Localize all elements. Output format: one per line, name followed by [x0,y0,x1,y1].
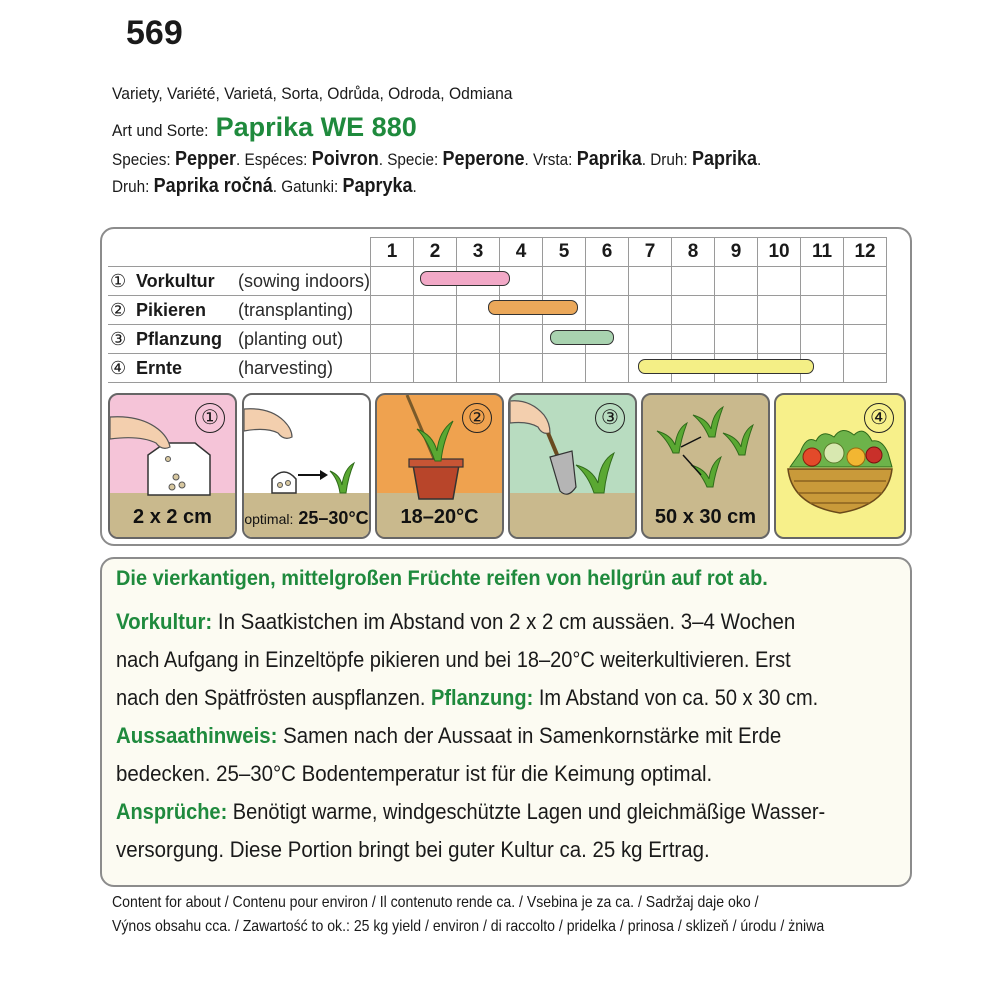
keyword-aussaathinweis: Aussaathinweis: [116,723,278,748]
row-label: Pflanzung [136,328,222,349]
step-3-badge: ③ [595,403,625,433]
month-1: 1 [371,238,414,267]
species-label: Gatunki: [281,177,339,196]
temperature-caption: 18–20°C [400,506,479,528]
instruction-line: bedecken. 25–30°C Bodentemperatur ist für die Keimung optimal. [116,761,713,786]
row-translation: (sowing indoors) [238,270,371,291]
yield-footer-line-1: Content for about / Contenu pour environ / Il contenuto rende ca. / Vsebina je za ca. / Sadržaj daje oko / [112,894,759,911]
row-translation: (planting out) [238,328,344,349]
species-value: Poivron [311,148,379,170]
month-6: 6 [586,238,629,267]
step-1-badge: ① [195,403,225,433]
species-line-2: Druh: Paprika ročná. Gatunki: Papryka. [112,175,417,197]
species-value: Peperone [442,148,525,170]
month-9: 9 [715,238,758,267]
sowing-calendar-panel [100,227,912,546]
cultivation-instructions-panel [100,557,912,887]
species-line-1: Species: Pepper. Espéces: Poivron. Specie: Peperone. Vrsta: Paprika. Druh: Paprika. [112,148,762,170]
variety-name: Paprika WE 880 [215,112,417,142]
species-value: Paprika [576,148,642,170]
row-translation: (transplanting) [238,299,354,320]
species-label: Druh: [112,177,150,196]
species-value: Pepper [174,148,236,170]
month-8: 8 [672,238,715,267]
spacing-caption: 2 x 2 cm [133,506,212,528]
species-value: Papryka [342,175,413,197]
bar-ernte [638,359,814,374]
species-label: Espéces: [244,150,308,169]
row-label: Pikieren [136,299,207,320]
packet-number: 569 [126,14,183,52]
yield-footer-line-2: Výnos obsahu cca. / Zawartość to ok.: 25 kg yield / environ / di raccolto / pridelka / prinosa / sklizeň / úrodu / żniwa [112,918,825,935]
step-number: ② [110,299,127,320]
species-label: Specie: [387,150,439,169]
month-3: 3 [457,238,500,267]
keyword-ansprueche: Ansprüche: [116,799,228,824]
bar-pikieren [488,300,578,315]
step-number: ④ [110,357,127,378]
month-2: 2 [414,238,457,267]
month-11: 11 [801,238,844,267]
row-label: Ernte [136,357,183,378]
bar-pflanzung [550,330,614,345]
species-label: Druh: [650,150,688,169]
instruction-line: Aussaathinweis: Samen nach der Aussaat in Samenkornstärke mit Erde [116,723,782,748]
month-7: 7 [629,238,672,267]
row-translation: (harvesting) [238,357,334,378]
temperature-caption [244,508,369,529]
art-label: Art und Sorte: [112,121,209,140]
bar-vorkultur [420,271,510,286]
month-10: 10 [758,238,801,267]
temperature-value: 25–30°C [298,508,369,528]
spacing-caption: 50 x 30 cm [654,506,757,528]
step-4-badge: ④ [864,403,894,433]
variety-title [112,112,417,143]
instruction-line: Vorkultur: In Saatkistchen im Abstand von 2 x 2 cm aussäen. 3–4 Wochen [116,609,796,634]
species-value: Paprika [691,148,757,170]
instruction-line: versorgung. Diese Portion bringt bei guter Kultur ca. 25 kg Ertrag. [116,837,710,862]
step-number: ③ [110,328,127,349]
pictogram-spacing [641,393,770,539]
pictogram-sowing [108,393,237,539]
fruit-description: Die vierkantigen, mittelgroßen Früchte reifen von hellgrün auf rot ab. [116,567,768,590]
pictogram-planting-out [508,393,637,539]
instructions-text [116,603,896,869]
instruction-line: nach Aufgang in Einzeltöpfe pikieren und bei 18–20°C weiterkultivieren. Erst [116,647,791,672]
species-label: Vrsta: [533,150,573,169]
row-label: Vorkultur [136,270,215,291]
month-12: 12 [844,238,887,267]
step-2-badge: ② [462,403,492,433]
pictogram-transplanting [375,393,504,539]
variety-languages: Variety, Variété, Varietá, Sorta, Odrůda, Odroda, Odmiana [112,84,513,103]
month-4: 4 [500,238,543,267]
keyword-pflanzung: Pflanzung: [430,685,534,710]
pictogram-germination [242,393,371,539]
calendar-header-row [108,238,887,267]
keyword-vorkultur: Vorkultur: [116,609,213,634]
species-value: Paprika ročná [153,175,273,197]
pictogram-harvest [774,393,906,539]
month-5: 5 [543,238,586,267]
instruction-line: Ansprüche: Benötigt warme, windgeschützte Lagen und gleichmäßige Wasser- [116,799,826,824]
calendar-row-pflanzung [108,325,887,354]
species-label: Species: [112,150,171,169]
optimal-label: optimal: [244,511,294,527]
instruction-line: nach den Spätfrösten auspflanzen. Pflanzung: Im Abstand von ca. 50 x 30 cm. [116,685,819,710]
step-number: ① [110,270,127,291]
